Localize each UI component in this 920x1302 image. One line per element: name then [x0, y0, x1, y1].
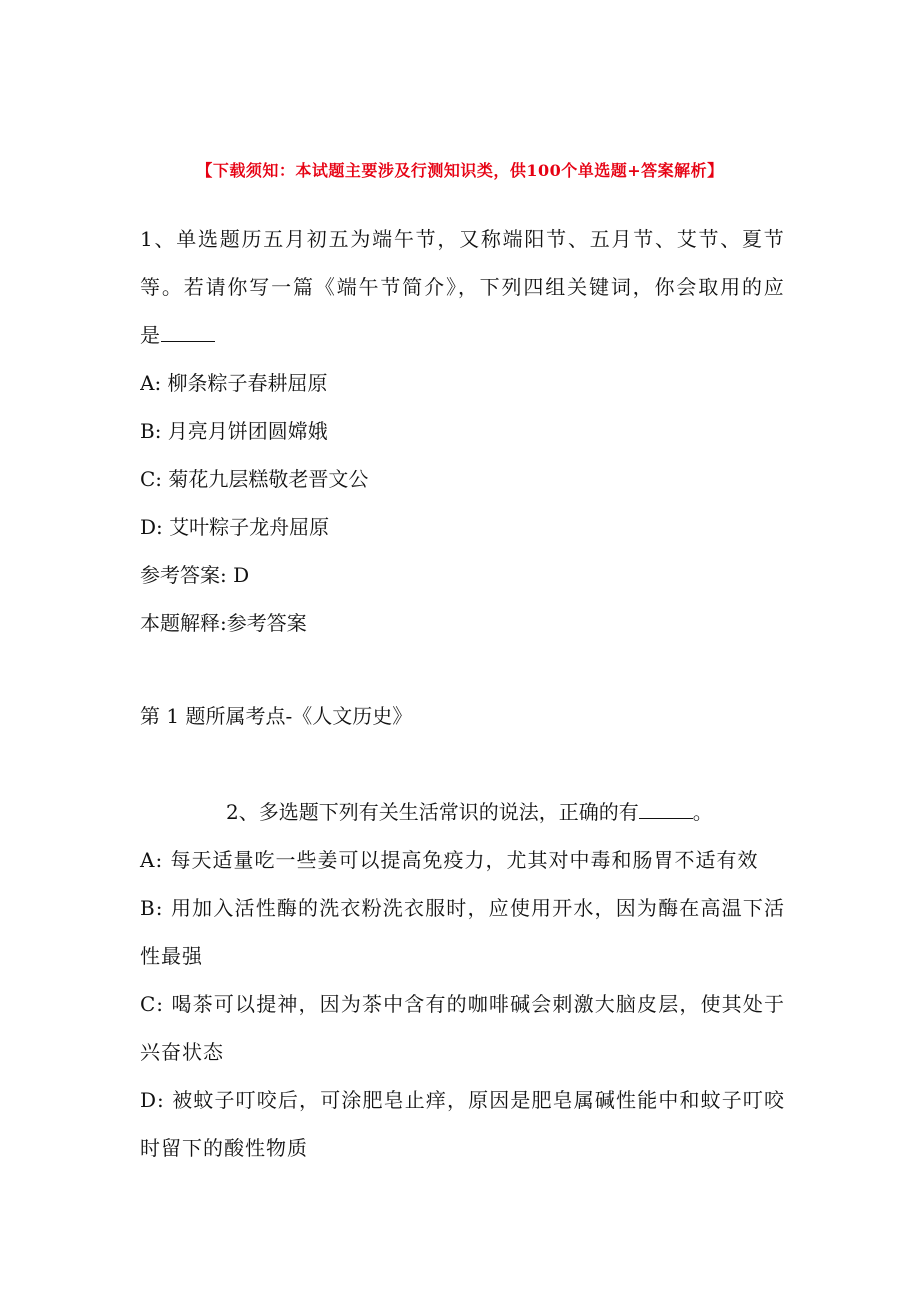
- question-1-blank: [161, 323, 215, 342]
- question-2-option-b: B: 用加入活性酶的洗衣粉洗衣服时，应使用开水，因为酶在高温下活性最强: [140, 896, 785, 968]
- question-2-stem-suffix: 。: [692, 800, 713, 824]
- question-1-option-a: A: 柳条粽子春耕屈原: [140, 371, 328, 395]
- download-notice: 【下载须知：本试题主要涉及行测知识类，供100个单选题+答案解析】: [196, 161, 724, 180]
- question-1: [140, 215, 785, 647]
- question-2-stem-text: 2、多选题下列有关生活常识的说法，正确的有: [226, 800, 639, 824]
- question-1-answer: 参考答案: D: [140, 563, 250, 587]
- question-1-option-c: C: 菊花九层糕敬老晋文公: [140, 467, 369, 491]
- question-1-option-d: D: 艾叶粽子龙舟屈原: [140, 515, 330, 539]
- question-2-option-c: C: 喝茶可以提神，因为茶中含有的咖啡碱会刺激大脑皮层，使其处于兴奋状态: [140, 992, 785, 1064]
- question-1-explanation: 本题解释:参考答案: [140, 611, 307, 635]
- question-2-stem: [140, 788, 785, 836]
- question-1-option-b: B: 月亮月饼团圆嫦娥: [140, 419, 328, 443]
- question-2-option-a: A: 每天适量吃一些姜可以提高免疫力，尤其对中毒和肠胃不适有效: [140, 848, 759, 872]
- knowledge-point: 第 1 题所属考点-《人文历史》: [140, 704, 413, 728]
- question-2-option-d: D: 被蚊子叮咬后，可涂肥皂止痒，原因是肥皂属碱性能中和蚊子叮咬时留下的酸性物质: [140, 1088, 785, 1160]
- question-2-blank: [639, 800, 693, 819]
- question-1-stem: [140, 215, 785, 359]
- question-2: [140, 788, 785, 1172]
- question-1-stem-text: 1、单选题历五月初五为端午节，又称端阳节、五月节、艾节、夏节等。若请你写一篇《端午节简介》，下列四组关键词，你会取用的应是: [140, 227, 785, 347]
